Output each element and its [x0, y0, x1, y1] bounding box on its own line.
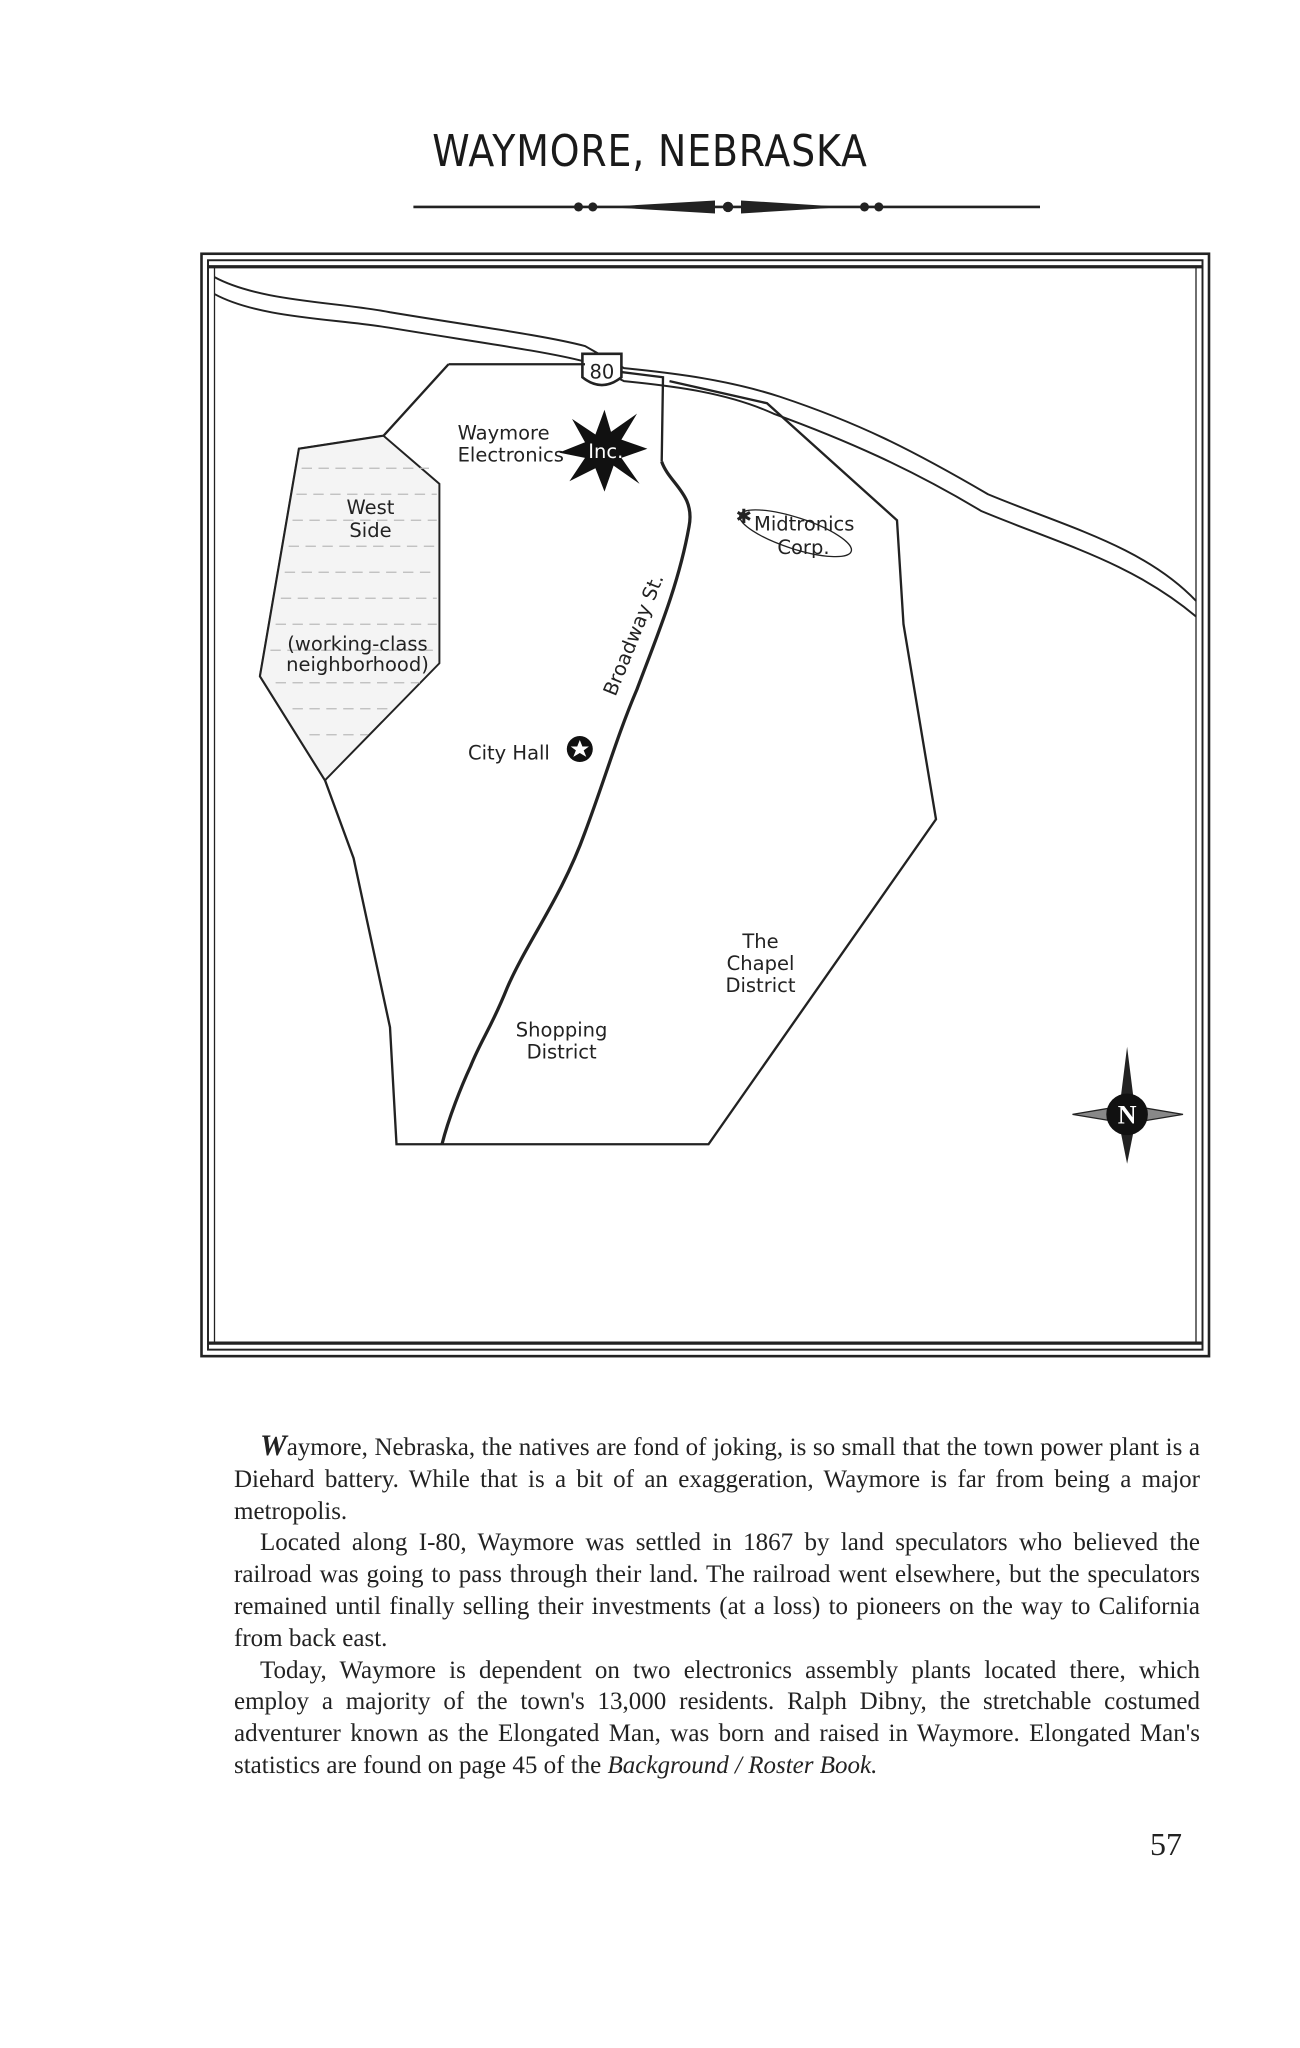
svg-text:Chapel: Chapel [726, 952, 795, 976]
star-icon: ✱ [735, 504, 753, 528]
paragraph-3: Today, Waymore is dependent on two electronics assembly plants located there, which employ a majority of the town's 13,000 residents. Ralph Dibny, the stretchable costumed adventurer known as the Elongated Man, was born and raised in Waymore. Elongated Man's statistics are found on page 45 of the Background / Roster Book. [234, 1656, 1200, 1779]
svg-text:80: 80 [589, 360, 615, 384]
svg-text:District: District [725, 974, 796, 998]
svg-text:Side: Side [349, 519, 392, 543]
svg-text:City Hall: City Hall [467, 741, 550, 765]
svg-text:Shopping: Shopping [515, 1018, 608, 1042]
svg-text:Corp.: Corp. [777, 536, 830, 560]
svg-text:District: District [526, 1040, 597, 1064]
svg-text:Waymore: Waymore [457, 421, 550, 445]
highway-shield [582, 354, 621, 385]
broadway-label: Broadway St. [598, 570, 669, 699]
waymore-electronics-marker [458, 410, 648, 492]
svg-text:N: N [1117, 1100, 1137, 1130]
title-ornament [413, 200, 1040, 213]
body-text [234, 1430, 1200, 1782]
svg-text:Midtronics: Midtronics [754, 512, 855, 536]
paragraph-1: Waymore, Nebraska, the natives are fond of joking, is so small that the town power plant is a Diehard battery. While that is a bit of an exaggeration, Waymore is far from being a major metropolis. [234, 1429, 1200, 1525]
west-side-district [260, 436, 439, 781]
chapel-district-label [725, 930, 795, 997]
svg-text:The: The [742, 929, 779, 953]
svg-text:Electronics: Electronics [457, 443, 564, 467]
svg-text:Inc.: Inc. [588, 439, 624, 463]
north-compass-icon [1073, 1047, 1184, 1164]
svg-text:neighborhood): neighborhood) [286, 653, 429, 677]
city-hall-marker [468, 736, 593, 764]
shopping-district-label [516, 1018, 608, 1063]
drop-cap: W [260, 1429, 287, 1462]
map-frame [202, 254, 1210, 1356]
page-title: WAYMORE, NEBRASKA [432, 126, 868, 177]
midtronics-marker [735, 500, 856, 566]
paragraph-2: Located along I-80, Waymore was settled in 1867 by land speculators who believed the railroad was going to pass through their land. The railroad went elsewhere, but the speculators remained until finally selling their investments (at a loss) to pioneers on the way to California from back east. [234, 1529, 1200, 1652]
svg-text:West: West [346, 495, 395, 519]
svg-text:(working-class: (working-class [287, 632, 428, 656]
page-number: 57 [1150, 1826, 1182, 1862]
book-title: Background / Roster Book. [607, 1751, 878, 1779]
